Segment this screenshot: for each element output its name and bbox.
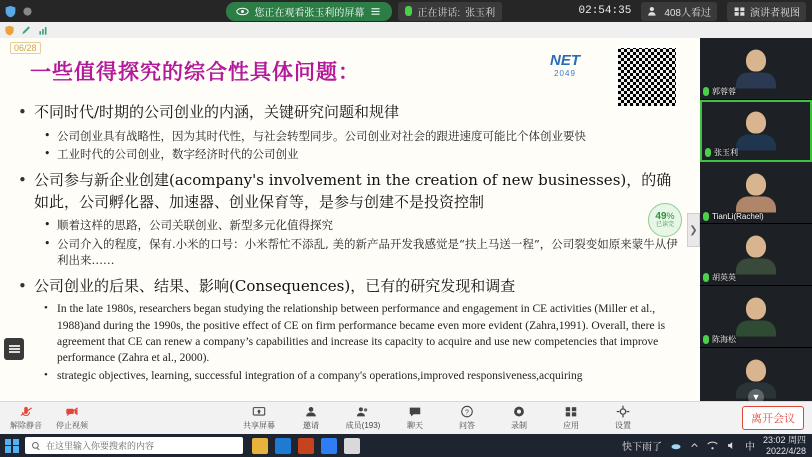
share-screen-icon <box>251 405 267 419</box>
net-logo-main: NET <box>550 52 580 69</box>
record-label: 录制 <box>511 421 527 430</box>
clock-date: 2022/4/28 <box>765 445 806 456</box>
top-bar-right <box>579 2 812 21</box>
participants-icon <box>303 405 319 419</box>
camera-muted-icon <box>64 405 80 419</box>
browser-icon[interactable] <box>275 438 291 454</box>
microphone-icon <box>703 212 709 221</box>
leave-meeting-button[interactable] <box>742 406 804 430</box>
gear-icon <box>615 405 631 419</box>
powerpoint-icon[interactable] <box>298 438 314 454</box>
chevron-down-icon[interactable]: ▼ <box>748 389 764 401</box>
bullet-dot-icon: • <box>44 146 51 160</box>
list-icon[interactable] <box>4 338 24 360</box>
chat-button[interactable] <box>393 402 437 435</box>
share-screen-label: 共享屏幕 <box>243 421 275 430</box>
top-bar-center <box>150 2 579 21</box>
bullet-dot-icon: • <box>18 170 27 189</box>
participant-name-text: 张玉利 <box>714 148 738 157</box>
net-logo-sub: 2049 <box>554 69 576 78</box>
microphone-icon <box>405 6 412 16</box>
participant-name <box>703 212 764 221</box>
windows-icon[interactable] <box>5 439 19 453</box>
svg-text:?: ? <box>465 409 469 417</box>
top-bar-left <box>0 5 150 18</box>
bullet-level1 <box>18 102 678 124</box>
system-tray <box>622 435 812 456</box>
unmute-button[interactable] <box>4 402 48 435</box>
participant-name-text: TianLi(Rachel) <box>712 212 764 221</box>
members-button[interactable] <box>341 402 385 435</box>
chat-label: 聊天 <box>407 421 423 430</box>
network-icon[interactable] <box>707 440 718 451</box>
screen-share-notice[interactable] <box>226 2 392 21</box>
shield-icon[interactable] <box>4 25 15 36</box>
members-icon <box>355 405 371 419</box>
record-icon <box>511 405 527 419</box>
members-label: 成员(193) <box>345 421 381 430</box>
control-bar-left <box>0 402 140 435</box>
avatar <box>736 49 776 88</box>
participant-name <box>705 147 738 158</box>
volume-icon[interactable] <box>726 440 737 451</box>
search-icon <box>31 441 41 451</box>
bullet-text: In the late 1980s, researchers began studying the relationship between performance and engagement in CE activities (Miller et al., 1988)and during the 1990s, the positive effect of CE on firm performance became even more evident (Zahra,1991). Overall, there is agreement that CE can renew a company’s capabilities and increase its capacity to acquire and use new competencies that improve performance (Zahra et al., 2000). <box>57 303 666 364</box>
chevron-right-icon[interactable]: ❯ <box>687 213 700 247</box>
menu-icon[interactable] <box>369 5 382 18</box>
taskbar-apps <box>252 438 360 454</box>
read-progress-badge <box>648 203 682 237</box>
windows-taskbar <box>0 434 812 457</box>
viewer-count <box>641 2 717 21</box>
net-logo <box>550 52 580 78</box>
bullet-level2 <box>44 146 678 162</box>
bullet-level1 <box>18 276 678 298</box>
pen-icon[interactable] <box>21 25 32 36</box>
chevron-up-icon[interactable] <box>690 441 699 450</box>
signal-icon[interactable] <box>38 25 49 36</box>
slide-title: 一些值得探究的综合性具体问题： <box>30 59 360 84</box>
bullet-text: 公司参与新企业创建(acompany's involvement in the creation of new businesses)，的确如此，公司孵化器、加速器、创业保育等，是参与创建不是投资控制 <box>34 170 672 211</box>
bullet-text: strategic objectives, learning, successful integration of a company's operations,improved responsiveness,acquiring <box>57 369 583 382</box>
video-tile[interactable] <box>700 224 812 286</box>
microphone-icon <box>703 273 709 282</box>
ime-indicator[interactable]: 中 <box>744 442 755 453</box>
qa-button[interactable] <box>445 402 489 435</box>
invite-button[interactable] <box>289 402 333 435</box>
start-video-button[interactable] <box>50 402 94 435</box>
grid-icon <box>733 5 746 18</box>
shield-icon[interactable] <box>4 5 17 18</box>
notes-icon[interactable] <box>344 438 360 454</box>
folder-icon[interactable] <box>252 438 268 454</box>
read-progress-value: 49 <box>655 210 667 222</box>
bullet-text: 顺着这样的思路，公司关联创业、新型多元化值得探究 <box>57 218 333 233</box>
leave-meeting-label: 离开会议 <box>751 413 795 425</box>
microphone-icon <box>703 87 709 96</box>
video-tile[interactable] <box>700 286 812 348</box>
avatar <box>736 297 776 336</box>
bullet-level1 <box>18 170 678 214</box>
help-icon <box>459 405 475 419</box>
people-icon <box>647 5 660 18</box>
apps-button[interactable] <box>549 402 593 435</box>
bullet-level2 <box>44 128 678 144</box>
share-screen-button[interactable] <box>237 402 281 435</box>
bullet-level2 <box>44 301 678 365</box>
record-button[interactable] <box>497 402 541 435</box>
bullet-level2 <box>44 368 678 384</box>
unmute-label: 解除静音 <box>10 421 42 430</box>
clock[interactable] <box>763 435 806 456</box>
avatar <box>736 173 776 212</box>
eye-icon <box>236 5 249 18</box>
bullet-level2 <box>44 217 678 233</box>
bullet-dot-icon: • <box>44 236 51 250</box>
qa-label: 问答 <box>459 421 475 430</box>
qr-code-icon <box>616 46 678 108</box>
apps-label: 应用 <box>563 421 579 430</box>
bullet-dot-icon: • <box>18 276 27 295</box>
invite-label: 邀请 <box>303 421 319 430</box>
active-speaker-name: 张玉利 <box>465 7 496 19</box>
record-indicator-icon <box>21 5 34 18</box>
screen-share-notice-text: 您正在观看张玉利的屏幕 <box>254 7 365 19</box>
video-tile-active-speaker[interactable] <box>700 100 812 162</box>
microphone-icon <box>705 148 711 157</box>
video-tile[interactable] <box>700 162 812 224</box>
participant-name <box>703 272 736 283</box>
view-mode-label: 演讲者视图 <box>750 7 800 19</box>
meeting-control-bar <box>0 401 812 434</box>
slide-page-tag: 06/28 <box>10 42 41 54</box>
search-placeholder: 在这里输入你要搜索的内容 <box>46 441 155 451</box>
read-progress-unit: % <box>666 210 675 221</box>
avatar <box>736 112 776 151</box>
participant-name-text: 陈海松 <box>712 335 736 344</box>
bullet-text: 公司创业的后果、结果、影响(Consequences)，已有的研究发现和调查 <box>34 276 516 295</box>
clock-time: 23:02 周四 <box>762 435 806 446</box>
zoom-icon[interactable] <box>321 438 337 454</box>
bullet-dot-icon: • <box>44 368 48 381</box>
weather-status[interactable]: 快下雨了 <box>621 442 662 453</box>
chat-icon <box>407 405 423 419</box>
participant-name <box>703 334 736 345</box>
cloud-icon <box>670 440 682 452</box>
microphone-icon <box>703 335 709 344</box>
participant-name-text: 胡英英 <box>712 273 736 282</box>
slide-body <box>18 102 678 386</box>
active-speaker-label: 正在讲话: <box>417 7 461 19</box>
bullet-text: 不同时代/时期的公司创业的内涵，关键研究问题和规律 <box>34 103 400 121</box>
control-bar-center <box>140 402 742 435</box>
view-mode-button[interactable] <box>727 2 806 21</box>
participant-video-column[interactable] <box>700 38 812 401</box>
search-input[interactable] <box>25 437 243 454</box>
meeting-top-bar <box>0 0 812 22</box>
bullet-text: 工业时代的公司创业，数字经济时代的公司创业 <box>57 146 299 161</box>
participant-name <box>703 86 736 97</box>
bullet-level2 <box>44 236 678 268</box>
bullet-text: 公司创业具有战略性，因为其时代性，与社会转型同步。公司创业对社会的跟进速度可能比个体创业要快 <box>57 128 586 143</box>
bullet-dot-icon: • <box>44 128 51 142</box>
bullet-dot-icon: • <box>18 103 27 121</box>
bullet-text: 公司介入的程度，保有.小米的口号：小米帮忙不添乱, 美的新产品开发我感觉是“扶上马送一程”，公司裂变如原来蒙牛从伊利出来…… <box>57 236 678 267</box>
microphone-muted-icon <box>18 405 34 419</box>
viewer-count-text: 408人看过 <box>664 7 711 19</box>
apps-icon <box>563 405 579 419</box>
meeting-timer: 02:54:35 <box>578 5 632 17</box>
start-video-label: 停止视频 <box>56 421 88 430</box>
shared-slide[interactable] <box>0 38 700 401</box>
bullet-dot-icon: • <box>44 302 48 315</box>
read-progress-label: 已读完 <box>655 222 674 229</box>
active-speaker-indicator <box>398 2 502 21</box>
avatar <box>736 235 776 274</box>
video-tile[interactable] <box>700 38 812 100</box>
settings-label: 设置 <box>615 421 631 430</box>
settings-button[interactable] <box>601 402 645 435</box>
bullet-dot-icon: • <box>44 218 51 232</box>
video-tile[interactable] <box>700 348 812 401</box>
annotation-strip <box>0 22 812 38</box>
participant-name-text: 郭蓉蓉 <box>712 87 736 96</box>
